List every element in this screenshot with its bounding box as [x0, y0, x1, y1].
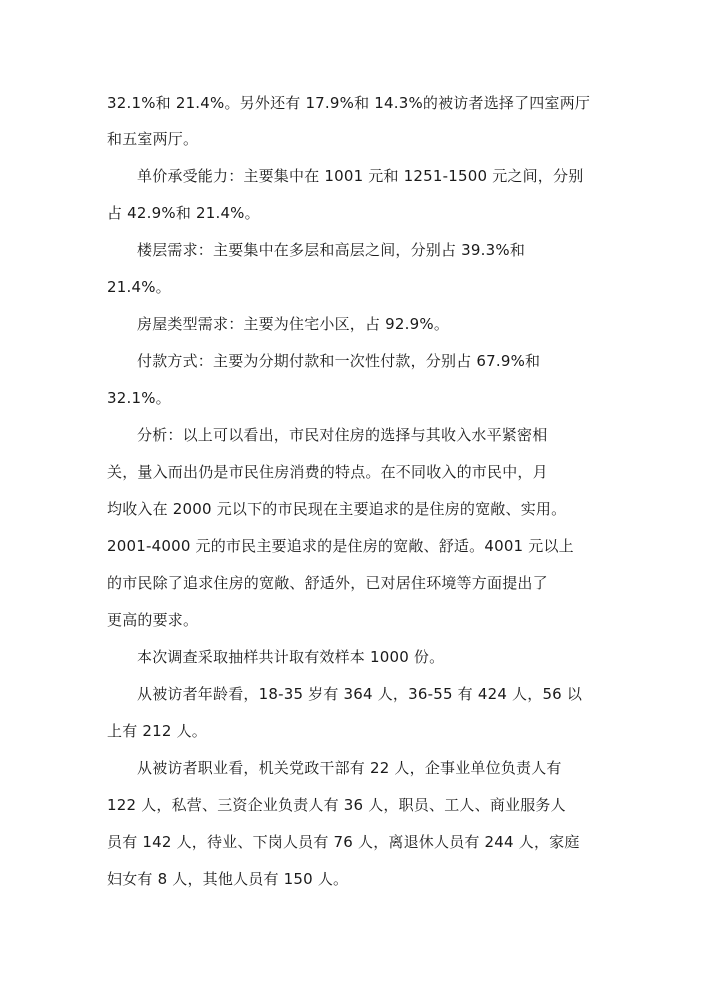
text-line-8: 付款方式：主要为分期付款和一次性付款，分别占 67.9%和 — [137, 352, 541, 370]
text-line-20: 122 人，私营、三资企业负责人有 36 人，职员、工人、商业服务人 — [107, 796, 566, 814]
text-line-21: 员有 142 人，待业、下岗人员有 76 人，离退休人员有 244 人，家庭 — [107, 833, 580, 851]
text-line-16: 本次调查采取抽样共计取有效样本 1000 份。 — [137, 648, 445, 666]
text-line-17: 从被访者年龄看，18-35 岁有 364 人，36-55 有 424 人，56 以 — [137, 685, 583, 703]
text-line-1: 32.1%和 21.4%。另外还有 17.9%和 14.3%的被访者选择了四室两厅 — [107, 94, 591, 112]
text-line-6: 21.4%。 — [107, 278, 171, 296]
text-line-2: 和五室两厅。 — [107, 130, 199, 148]
text-line-15: 更高的要求。 — [107, 611, 199, 629]
text-line-19: 从被访者职业看，机关党政干部有 22 人，企事业单位负责人有 — [137, 759, 562, 777]
text-line-13: 2001-4000 元的市民主要追求的是住房的宽敞、舒适。4001 元以上 — [107, 537, 574, 555]
text-line-18: 上有 212 人。 — [107, 722, 207, 740]
text-line-11: 关，量入而出仍是市民住房消费的特点。在不同收入的市民中，月 — [107, 463, 548, 481]
text-line-12: 均收入在 2000 元以下的市民现在主要追求的是住房的宽敞、实用。 — [107, 500, 567, 518]
text-line-9: 32.1%。 — [107, 389, 171, 407]
text-line-4: 占 42.9%和 21.4%。 — [107, 204, 260, 222]
text-line-10: 分析：以上可以看出，市民对住房的选择与其收入水平紧密相 — [137, 426, 548, 444]
text-line-3: 单价承受能力：主要集中在 1001 元和 1251-1500 元之间，分别 — [137, 167, 584, 185]
text-line-14: 的市民除了追求住房的宽敞、舒适外，已对居住环境等方面提出了 — [107, 574, 548, 592]
text-line-22: 妇女有 8 人，其他人员有 150 人。 — [107, 870, 349, 888]
text-line-7: 房屋类型需求：主要为住宅小区，占 92.9%。 — [137, 315, 450, 333]
text-line-5: 楼层需求：主要集中在多层和高层之间，分别占 39.3%和 — [137, 241, 526, 259]
